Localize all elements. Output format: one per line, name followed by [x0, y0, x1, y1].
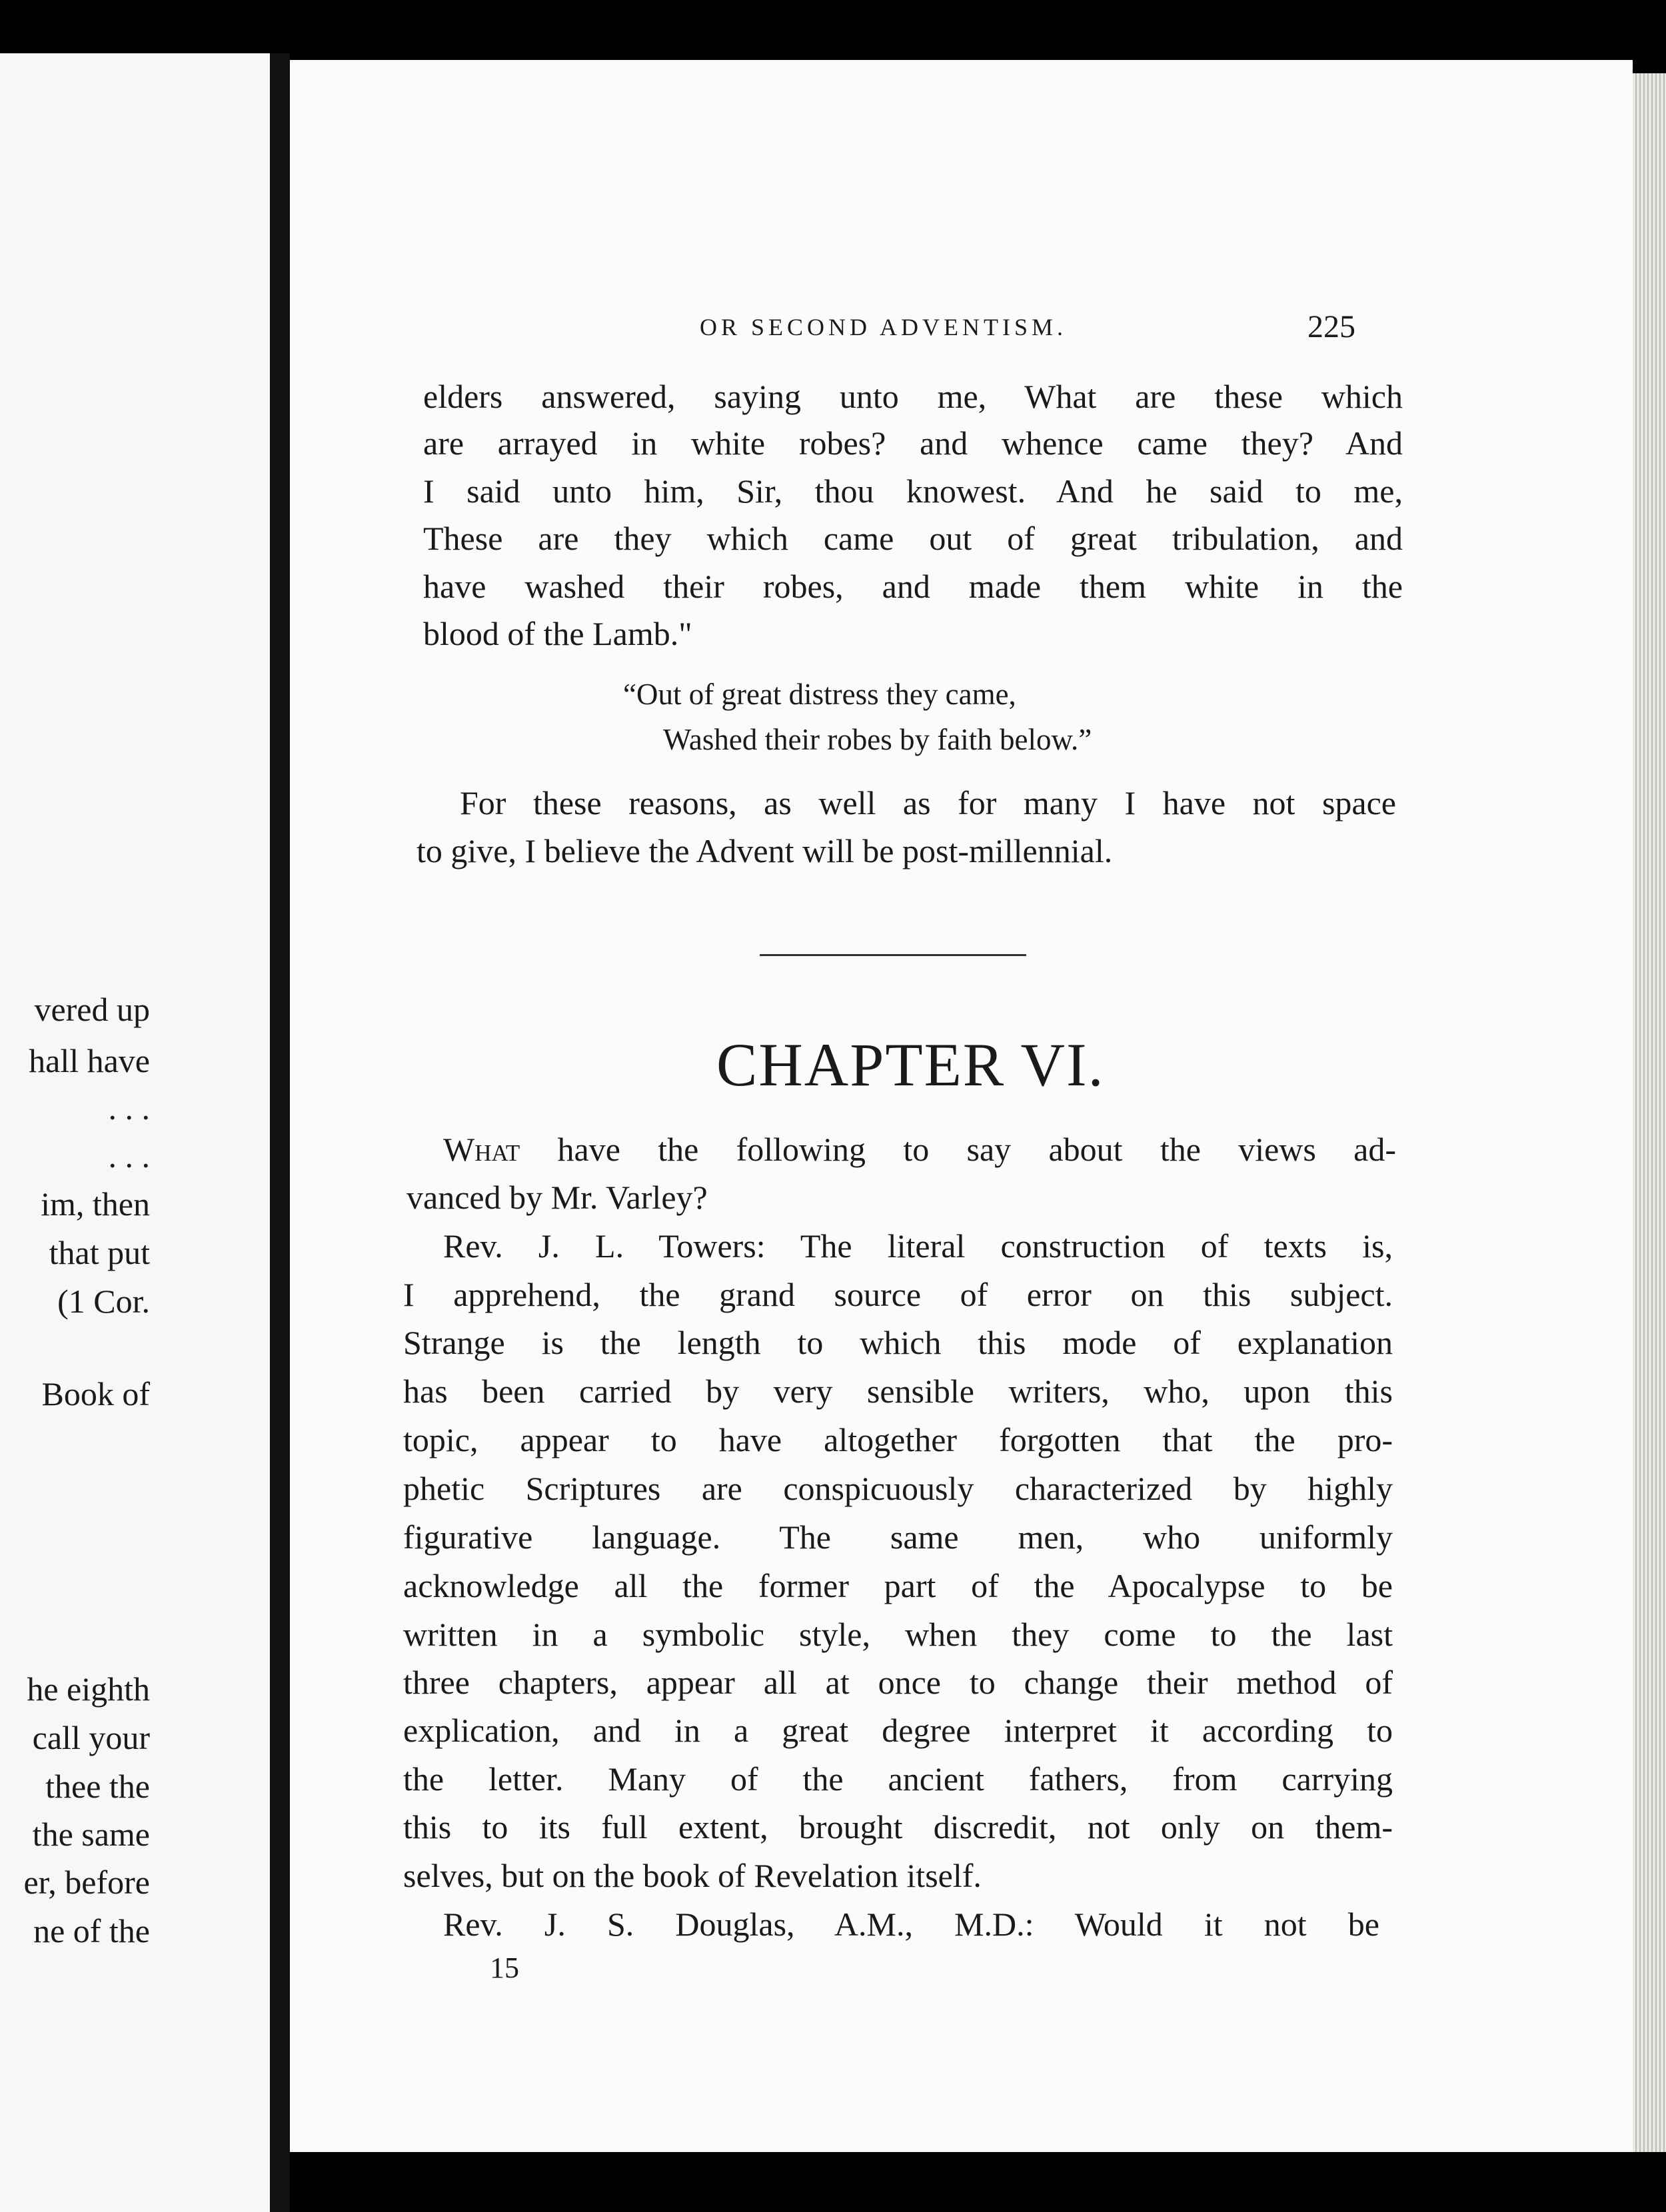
left-fragment: thee the	[45, 1768, 150, 1805]
reasons-line: to give, I believe the Advent will be post-millennial.	[416, 832, 1113, 869]
towers-line: phetic Scriptures are conspicuously characterized by highly	[403, 1470, 1393, 1507]
left-page	[0, 53, 270, 2212]
left-fragment: . . .	[108, 1137, 150, 1175]
signature-mark: 15	[490, 1951, 519, 1984]
left-fragment: im, then	[41, 1185, 150, 1223]
chapter-title: CHAPTER VI.	[716, 1031, 1105, 1099]
towers-line: written in a symbolic style, when they come to the last	[403, 1616, 1393, 1653]
page-edge	[1633, 73, 1666, 2152]
intro-line: vanced by Mr. Varley?	[407, 1179, 708, 1216]
left-fragment: vered up	[34, 991, 150, 1028]
section-divider	[760, 954, 1026, 956]
reasons-line: For these reasons, as well as for many I have not space	[460, 784, 1396, 822]
douglas-line: Rev. J. S. Douglas, A.M., M.D.: Would it not be	[443, 1906, 1379, 1943]
quote-line: have washed their robes, and made them white in the	[423, 568, 1403, 605]
verse-line: “Out of great distress they came,	[623, 678, 1016, 711]
left-fragment: (1 Cor.	[57, 1283, 150, 1320]
quote-line: elders answered, saying unto me, What are these which	[423, 378, 1403, 415]
towers-line: this to its full extent, brought discredit, not only on them-	[403, 1808, 1393, 1846]
running-head: OR SECOND ADVENTISM.	[700, 314, 1068, 340]
towers-line: three chapters, appear all at once to change their method of	[403, 1664, 1393, 1701]
intro-first-word: What	[443, 1131, 520, 1168]
left-fragment: he eighth	[27, 1670, 150, 1708]
towers-line: I apprehend, the grand source of error on this subject.	[403, 1276, 1393, 1313]
left-fragment: that put	[49, 1234, 150, 1271]
towers-line: Rev. J. L. Towers: The literal construction of texts is,	[443, 1227, 1393, 1265]
left-fragment: hall have	[29, 1042, 150, 1079]
quote-line: are arrayed in white robes? and whence came they? And	[423, 424, 1403, 462]
intro-line-rest: have the following to say about the views ad-	[520, 1131, 1396, 1168]
left-fragment: Book of	[41, 1375, 150, 1412]
towers-line: selves, but on the book of Revelation itself.	[403, 1857, 982, 1894]
verse-line: Washed their robes by faith below.”	[663, 723, 1092, 756]
left-fragment: the same	[32, 1816, 150, 1853]
quote-line: I said unto him, Sir, thou knowest. And he said to me,	[423, 472, 1403, 510]
towers-line: acknowledge all the former part of the Apocalypse to be	[403, 1567, 1393, 1604]
quote-line: blood of the Lamb."	[423, 615, 692, 652]
quote-line: These are they which came out of great tribulation, and	[423, 520, 1403, 557]
left-fragment: er, before	[23, 1864, 150, 1901]
towers-line: Strange is the length to which this mode of explanation	[403, 1324, 1393, 1361]
left-fragment: . . .	[108, 1089, 150, 1127]
towers-line: has been carried by very sensible writers, who, upon this	[403, 1373, 1393, 1410]
left-fragment: call your	[32, 1719, 150, 1756]
towers-line: the letter. Many of the ancient fathers, from carrying	[403, 1760, 1393, 1798]
towers-line: topic, appear to have altogether forgotten that the pro-	[403, 1421, 1393, 1458]
towers-line: explication, and in a great degree interpret it according to	[403, 1712, 1393, 1749]
intro-line	[443, 1133, 1396, 1166]
left-fragment: ne of the	[33, 1912, 150, 1949]
towers-line: figurative language. The same men, who uniformly	[403, 1518, 1393, 1556]
book-gutter	[270, 53, 290, 2212]
page-number: 225	[1307, 309, 1355, 344]
